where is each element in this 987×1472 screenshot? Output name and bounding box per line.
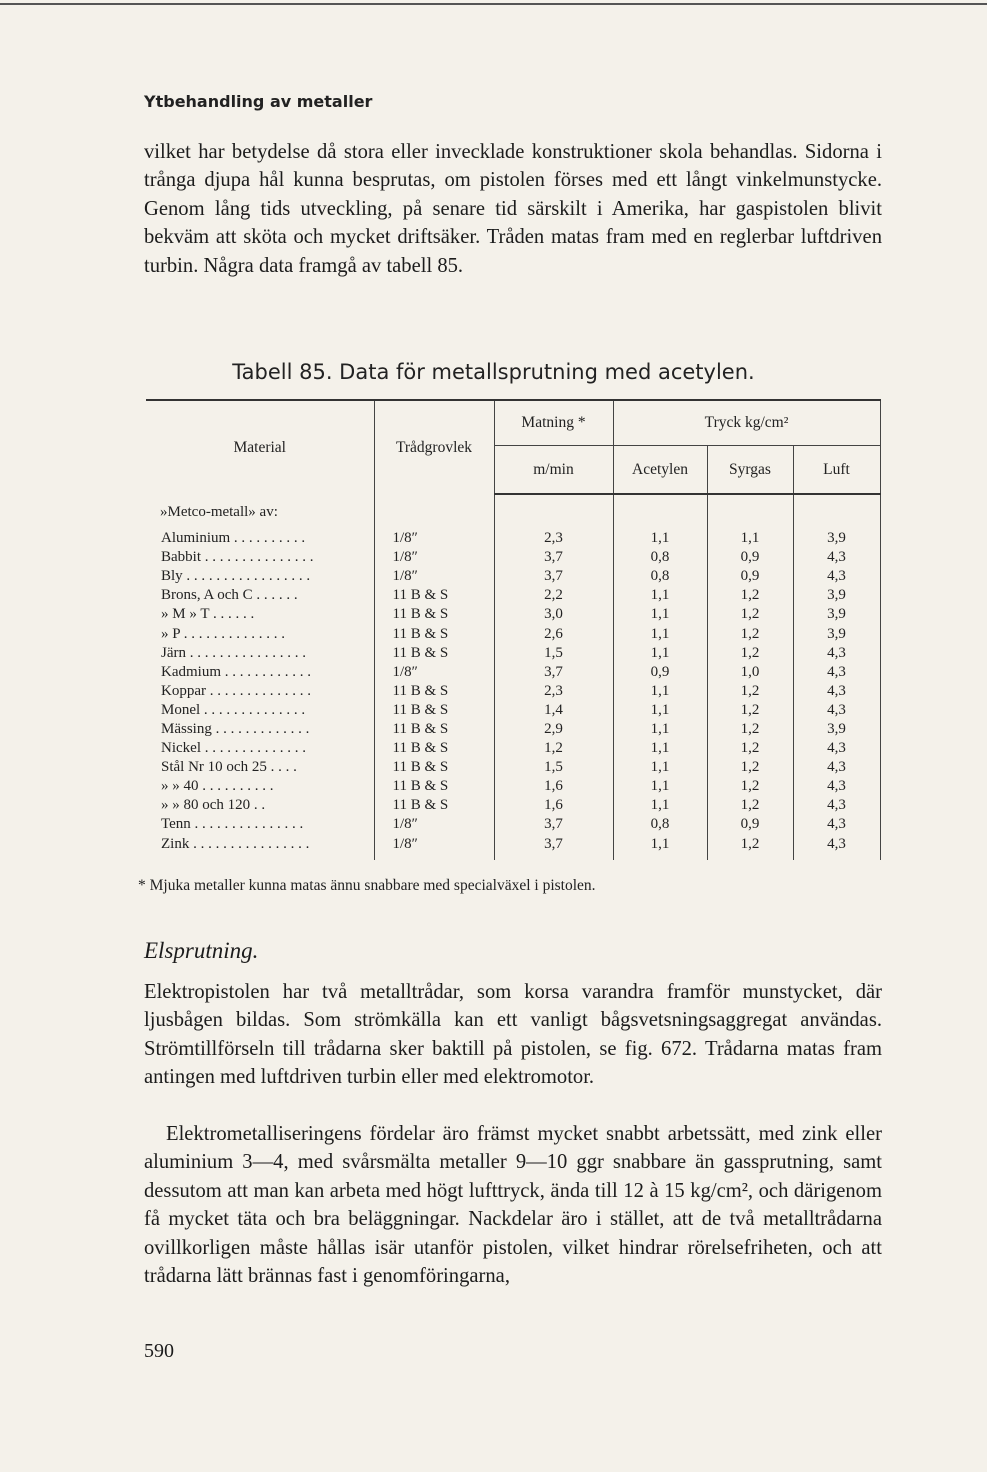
matning-cell: 3,7	[494, 815, 613, 834]
matning-cell: 2,9	[494, 720, 613, 739]
material-cell: Aluminium . . . . . . . . . .	[161, 530, 306, 547]
table-row	[146, 567, 880, 586]
syrgas-cell: 1,1	[707, 529, 793, 548]
syrgas-cell: 1,2	[707, 720, 793, 739]
table-row	[146, 644, 880, 663]
header-syrgas: Syrgas	[707, 446, 793, 495]
matning-cell: 2,3	[494, 682, 613, 701]
header-material: Material	[146, 400, 374, 494]
syrgas-cell: 1,2	[707, 644, 793, 663]
page-number: 590	[144, 1340, 174, 1362]
matning-cell: 3,0	[494, 605, 613, 624]
acetylen-cell: 1,1	[613, 586, 707, 605]
material-cell: » » 80 och 120 . .	[161, 797, 266, 814]
matning-cell: 2,3	[494, 529, 613, 548]
luft-cell: 4,3	[793, 739, 880, 758]
grovlek-cell: 11 B & S	[374, 682, 494, 701]
grovlek-cell: 11 B & S	[374, 739, 494, 758]
header-luft: Luft	[793, 446, 880, 495]
grovlek-cell: 11 B & S	[374, 758, 494, 777]
material-cell: Mässing . . . . . . . . . . . . .	[161, 720, 310, 737]
syrgas-cell: 1,2	[707, 796, 793, 815]
luft-cell: 4,3	[793, 758, 880, 777]
acetylen-cell: 0,8	[613, 548, 707, 567]
matning-cell: 2,6	[494, 624, 613, 643]
table-row	[146, 720, 880, 739]
table-row	[146, 586, 880, 605]
material-cell: Nickel . . . . . . . . . . . . . .	[161, 740, 306, 757]
table-row	[146, 682, 880, 701]
grovlek-cell: 1/8″	[374, 815, 494, 834]
acetylen-cell: 1,1	[613, 624, 707, 643]
luft-cell: 3,9	[793, 624, 880, 643]
material-cell: Monel . . . . . . . . . . . . . .	[161, 701, 306, 718]
table-row	[146, 701, 880, 720]
matning-cell: 3,7	[494, 548, 613, 567]
grovlek-cell: 11 B & S	[374, 644, 494, 663]
table-title: Tabell 85. Data för metallsprutning med acetylen.	[232, 360, 755, 384]
material-cell: Stål Nr 10 och 25 . . . .	[161, 759, 297, 776]
material-cell: Brons, A och C . . . . . .	[161, 587, 298, 604]
table-row	[146, 624, 880, 643]
material-cell: Bly . . . . . . . . . . . . . . . . .	[161, 568, 311, 585]
matning-cell: 1,6	[494, 796, 613, 815]
grovlek-cell: 11 B & S	[374, 586, 494, 605]
header-tryck: Tryck kg/cm²	[613, 400, 880, 446]
material-cell: Kadmium . . . . . . . . . . . .	[161, 663, 311, 680]
luft-cell: 4,3	[793, 835, 880, 860]
table-row	[146, 548, 880, 567]
syrgas-cell: 1,0	[707, 663, 793, 682]
page-top-rule	[0, 3, 987, 5]
table-row	[146, 777, 880, 796]
luft-cell: 3,9	[793, 720, 880, 739]
table-row	[146, 605, 880, 624]
material-cell: Tenn . . . . . . . . . . . . . . .	[161, 816, 304, 833]
luft-cell: 4,3	[793, 682, 880, 701]
syrgas-cell: 1,2	[707, 777, 793, 796]
acetylen-cell: 1,1	[613, 739, 707, 758]
luft-cell: 4,3	[793, 548, 880, 567]
table-footnote: * Mjuka metaller kunna matas ännu snabbare med specialväxel i pistolen.	[138, 877, 596, 894]
table-row	[146, 663, 880, 682]
material-cell: » » 40 . . . . . . . . . .	[161, 778, 274, 795]
syrgas-cell: 1,2	[707, 624, 793, 643]
data-table	[146, 399, 881, 860]
syrgas-cell: 1,2	[707, 682, 793, 701]
acetylen-cell: 0,8	[613, 815, 707, 834]
acetylen-cell: 1,1	[613, 605, 707, 624]
acetylen-cell: 1,1	[613, 644, 707, 663]
acetylen-cell: 0,9	[613, 663, 707, 682]
luft-cell: 4,3	[793, 663, 880, 682]
acetylen-cell: 1,1	[613, 835, 707, 860]
luft-cell: 4,3	[793, 644, 880, 663]
acetylen-cell: 1,1	[613, 720, 707, 739]
grovlek-cell: 1/8″	[374, 835, 494, 860]
matning-cell: 1,5	[494, 644, 613, 663]
matning-cell: 1,4	[494, 701, 613, 720]
header-tradgrovlek: Trådgrovlek	[374, 400, 494, 494]
section-paragraph-1: Elektropistolen har två metalltrådar, som korsa varandra framför munstycket, där ljusbågen bildas. Som strömkälla kan ett vanligt bågsvetsningsaggregat användas. Strömtillförseln till trådarna sker baktill på pistolen, se fig. 672. Trådarna matas fram antingen med luftdriven turbin eller med elektromotor.	[144, 981, 882, 1089]
material-cell: » M » T . . . . . .	[161, 606, 255, 623]
table-row	[146, 835, 880, 860]
grovlek-cell: 11 B & S	[374, 605, 494, 624]
syrgas-cell: 1,2	[707, 701, 793, 720]
acetylen-cell: 1,1	[613, 701, 707, 720]
syrgas-cell: 1,2	[707, 758, 793, 777]
table-row	[146, 815, 880, 834]
luft-cell: 4,3	[793, 701, 880, 720]
material-cell: Koppar . . . . . . . . . . . . . .	[161, 682, 311, 699]
acetylen-cell: 1,1	[613, 529, 707, 548]
header-acetylen: Acetylen	[613, 446, 707, 495]
grovlek-cell: 11 B & S	[374, 777, 494, 796]
matning-cell: 1,5	[494, 758, 613, 777]
table-row	[146, 758, 880, 777]
acetylen-cell: 0,8	[613, 567, 707, 586]
syrgas-cell: 0,9	[707, 567, 793, 586]
grovlek-cell: 11 B & S	[374, 624, 494, 643]
material-cell: Babbit . . . . . . . . . . . . . . .	[161, 549, 314, 566]
acetylen-cell: 1,1	[613, 796, 707, 815]
luft-cell: 3,9	[793, 529, 880, 548]
luft-cell: 3,9	[793, 586, 880, 605]
syrgas-cell: 1,2	[707, 586, 793, 605]
grovlek-cell: 11 B & S	[374, 796, 494, 815]
grovlek-cell: 1/8″	[374, 548, 494, 567]
running-header: Ytbehandling av metaller	[144, 92, 373, 111]
luft-cell: 4,3	[793, 815, 880, 834]
matning-cell: 3,7	[494, 663, 613, 682]
acetylen-cell: 1,1	[613, 758, 707, 777]
group-label: »Metco-metall» av:	[160, 504, 278, 520]
matning-cell: 2,2	[494, 586, 613, 605]
syrgas-cell: 1,2	[707, 739, 793, 758]
grovlek-cell: 1/8″	[374, 567, 494, 586]
syrgas-cell: 0,9	[707, 548, 793, 567]
luft-cell: 4,3	[793, 796, 880, 815]
grovlek-cell: 11 B & S	[374, 701, 494, 720]
luft-cell: 4,3	[793, 777, 880, 796]
material-cell: » P . . . . . . . . . . . . . .	[161, 625, 286, 642]
header-matning: Matning *	[494, 400, 613, 446]
intro-paragraph: vilket har betydelse då stora eller invecklade konstruktioner skola behandlas. Sidorna i trånga djupa hål kunna besprutas, om pistolen förses med ett långt vinkelmunstycke. Genom lång tids utveckling, på senare tid särskilt i Amerika, har gaspistolen blivit bekväm att sköta och mycket driftsäker. Tråden matas fram med en reglerbar luftdriven turbin. Några data framgå av tabell 85.	[144, 141, 882, 277]
grovlek-cell: 11 B & S	[374, 720, 494, 739]
luft-cell: 4,3	[793, 567, 880, 586]
grovlek-cell: 1/8″	[374, 663, 494, 682]
section-heading: Elsprutning.	[144, 938, 259, 963]
matning-cell: 3,7	[494, 835, 613, 860]
luft-cell: 3,9	[793, 605, 880, 624]
matning-cell: 1,6	[494, 777, 613, 796]
matning-cell: 3,7	[494, 567, 613, 586]
acetylen-cell: 1,1	[613, 682, 707, 701]
syrgas-cell: 1,2	[707, 835, 793, 860]
syrgas-cell: 0,9	[707, 815, 793, 834]
header-mmin: m/min	[494, 446, 613, 495]
matning-cell: 1,2	[494, 739, 613, 758]
material-cell: Zink . . . . . . . . . . . . . . . .	[161, 835, 310, 852]
table-row	[146, 739, 880, 758]
material-cell: Järn . . . . . . . . . . . . . . . .	[161, 644, 306, 661]
section-paragraph-2: Elektrometalliseringens fördelar äro främst mycket snabbt arbetssätt, med zink eller aluminium 3—4, med svårsmälta metaller 9—10 ggr snabbare än gassprutning, samt dessutom att man kan arbeta med högt lufttryck, ända till 12 à 15 kg/cm², och därigenom få mycket täta och bra beläggningar. Nackdelar äro i stället, att de två metalltrådarna ovillkorligen måste hållas isär utanför pistolen, vilket hindrar rörelsefriheten, och att trådarna lätt brännas fast i genomföringarna,	[144, 1123, 882, 1288]
table-row	[146, 529, 880, 548]
grovlek-cell: 1/8″	[374, 529, 494, 548]
syrgas-cell: 1,2	[707, 605, 793, 624]
table-row	[146, 796, 880, 815]
acetylen-cell: 1,1	[613, 777, 707, 796]
